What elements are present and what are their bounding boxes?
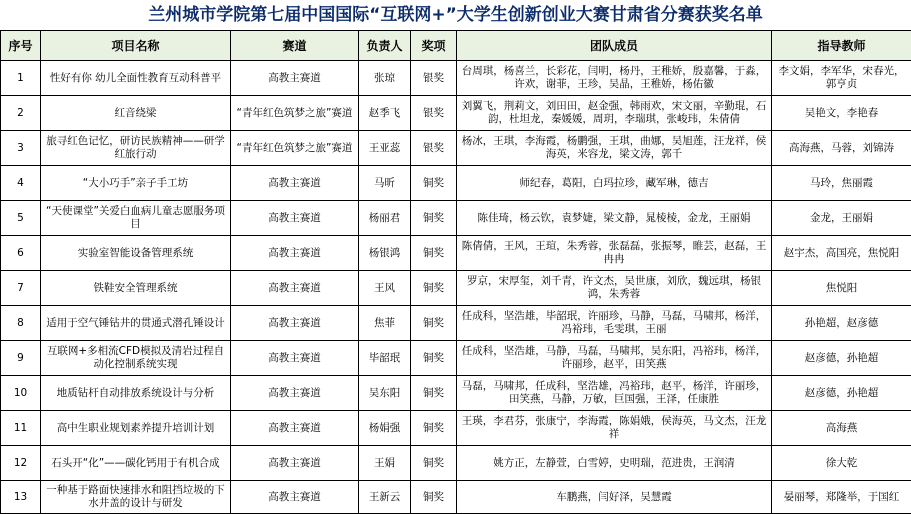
cell-track: 高教主赛道 [231,201,359,236]
table-row [1,411,911,446]
cell-index: 3 [1,131,41,166]
header-track: 赛道 [231,31,359,61]
cell-members: 刘翼飞，荆莉文，刘田田，赵金强，韩雨欢，宋文丽，辛勤琨，石韵，杜坦龙，秦媛媛，周玥，李瑞琪，张峻玮，朱倩倩 [457,96,772,131]
cell-index: 10 [1,376,41,411]
cell-project: 红音绕梁 [41,96,231,131]
cell-members: 台周琪，杨喜兰，长彩花，闫明，杨丹，王稚娇，殷嘉馨，于淼，许欢，谢菲，王珍，吴晶，王稚娇，杨佑徽 [457,61,772,96]
table-row [1,376,911,411]
cell-leader: 王亚蕊 [359,131,411,166]
header-project: 项目名称 [41,31,231,61]
cell-project: 互联网+多相流CFD模拟及清岩过程自动化控制系统实现 [41,341,231,376]
cell-advisors: 马玲，焦丽霞 [772,166,911,201]
cell-award: 铜奖 [411,166,457,201]
cell-advisors: 徐大乾 [772,446,911,481]
cell-advisors: 赵宇杰，高国亮，焦悦阳 [772,236,911,271]
cell-award: 铜奖 [411,411,457,446]
cell-award: 银奖 [411,96,457,131]
cell-leader: 王新云 [359,481,411,514]
cell-advisors: 高海燕 [772,411,911,446]
table-row [1,166,911,201]
cell-track: 高教主赛道 [231,236,359,271]
cell-project: 石头开“化”——碳化钙用于有机合成 [41,446,231,481]
table-row [1,131,911,166]
cell-leader: 王娟 [359,446,411,481]
cell-award: 铜奖 [411,306,457,341]
cell-members: 陈佳琦，杨云钦，袁梦婕，梁文静，晁棱棱，金龙，王丽娟 [457,201,772,236]
header-advisors: 指导教师 [772,31,911,61]
cell-advisors: 赵彦德，孙艳超 [772,341,911,376]
cell-advisors: 晏丽琴，郑隆举，于国红 [772,481,911,514]
cell-members: 姚方正，左静萱，白雪婷，史明瑞，范进贵，王润清 [457,446,772,481]
cell-advisors: 赵彦德，孙艳超 [772,376,911,411]
cell-track: 高教主赛道 [231,61,359,96]
cell-members: 任成科，坚浩雄，马静，马磊，马啸邦，吴东阳，冯裕玮，杨洋，许丽珍，赵平，田笑燕 [457,341,772,376]
cell-award: 铜奖 [411,236,457,271]
cell-members: 任成科，坚浩雄，毕韶珉，许丽珍，马静，马磊，马啸邦，杨洋，冯裕玮，毛雯琪，王丽 [457,306,772,341]
cell-advisors: 孙艳超，赵彦德 [772,306,911,341]
cell-advisors: 高海燕，马蓉，刘锦涛 [772,131,911,166]
cell-award: 铜奖 [411,446,457,481]
cell-members: 王瑛，李君芬，张康宁，李海霞，陈娟娥，侯海英，马文杰，汪龙祥 [457,411,772,446]
cell-leader: 赵季飞 [359,96,411,131]
cell-index: 9 [1,341,41,376]
cell-track: 高教主赛道 [231,166,359,201]
cell-members: 车鹏燕，闫好泽，吴慧霞 [457,481,772,514]
cell-advisors: 吴艳文，李艳春 [772,96,911,131]
cell-award: 铜奖 [411,341,457,376]
cell-project: 高中生职业规划素养提升培训计划 [41,411,231,446]
cell-members: 罗京，宋厚玺，刘千青，许文杰，吴世康，刘欣，魏远琪，杨银鸿，朱秀蓉 [457,271,772,306]
cell-leader: 张琼 [359,61,411,96]
cell-project: “天使课堂”关爱白血病儿童志愿服务项目 [41,201,231,236]
cell-track: “青年红色筑梦之旅”赛道 [231,131,359,166]
cell-track: 高教主赛道 [231,306,359,341]
cell-leader: 吴东阳 [359,376,411,411]
cell-members: 杨冰，王琪，李海霞，杨鹏强，王琪，曲娜，吴旭莲，汪龙祥，侯海英，米容龙，梁文涛，郭千 [457,131,772,166]
cell-project: 实验室智能设备管理系统 [41,236,231,271]
table-row [1,306,911,341]
cell-members: 马磊，马啸邦，任成科，坚浩雄，冯裕玮，赵平，杨洋，许丽珍，田笑燕，马静，万敏，巨国强，王泽，任康胜 [457,376,772,411]
cell-index: 2 [1,96,41,131]
cell-advisors: 李文娟，李军华，宋春光，郭亨贞 [772,61,911,96]
table-header-row [1,31,911,61]
award-table [0,30,911,514]
header-index: 序号 [1,31,41,61]
table-row [1,201,911,236]
cell-track: 高教主赛道 [231,411,359,446]
cell-award: 铜奖 [411,201,457,236]
cell-index: 7 [1,271,41,306]
cell-members: 陈倩倩，王风，王瑄，朱秀蓉，张磊磊，张振琴，睢芸，赵磊，王冉冉 [457,236,772,271]
cell-advisors: 金龙，王丽娟 [772,201,911,236]
cell-index: 1 [1,61,41,96]
table-row [1,446,911,481]
header-members: 团队成员 [457,31,772,61]
cell-award: 铜奖 [411,481,457,514]
table-row [1,341,911,376]
cell-index: 11 [1,411,41,446]
cell-index: 4 [1,166,41,201]
cell-leader: 焦菲 [359,306,411,341]
cell-track: 高教主赛道 [231,376,359,411]
cell-project: 适用于空气锤钻井的贯通式潜孔锤设计 [41,306,231,341]
cell-award: 铜奖 [411,376,457,411]
cell-track: 高教主赛道 [231,446,359,481]
table-row [1,61,911,96]
table-row [1,96,911,131]
table-row [1,481,911,514]
cell-track: “青年红色筑梦之旅”赛道 [231,96,359,131]
cell-project: 旅寻红色记忆，研访民族精神——研学红旅行动 [41,131,231,166]
header-award: 奖项 [411,31,457,61]
cell-leader: 马昕 [359,166,411,201]
cell-index: 5 [1,201,41,236]
cell-index: 13 [1,481,41,514]
cell-project: 一种基于路面快速排水和阻挡垃圾的下水井盖的设计与研发 [41,481,231,514]
cell-project: “大小巧手”亲子手工坊 [41,166,231,201]
cell-project: 铁鞋安全管理系统 [41,271,231,306]
cell-track: 高教主赛道 [231,481,359,514]
cell-members: 师纪春，葛阳，白玛拉珍，藏军琳，德吉 [457,166,772,201]
cell-award: 铜奖 [411,271,457,306]
cell-leader: 杨银鸿 [359,236,411,271]
cell-leader: 毕韶珉 [359,341,411,376]
cell-project: 性好有你 幼儿全面性教育互动科普平 [41,61,231,96]
cell-award: 银奖 [411,61,457,96]
cell-track: 高教主赛道 [231,341,359,376]
cell-award: 银奖 [411,131,457,166]
cell-advisors: 焦悦阳 [772,271,911,306]
cell-project: 地质钻杆自动排放系统设计与分析 [41,376,231,411]
cell-leader: 王风 [359,271,411,306]
cell-index: 6 [1,236,41,271]
header-leader: 负责人 [359,31,411,61]
table-row [1,236,911,271]
cell-index: 12 [1,446,41,481]
cell-leader: 杨丽君 [359,201,411,236]
cell-index: 8 [1,306,41,341]
cell-leader: 杨娟强 [359,411,411,446]
table-row [1,271,911,306]
page-title: 兰州城市学院第七届中国国际“互联网+”大学生创新创业大赛甘肃省分赛获奖名单 [0,0,911,30]
cell-track: 高教主赛道 [231,271,359,306]
